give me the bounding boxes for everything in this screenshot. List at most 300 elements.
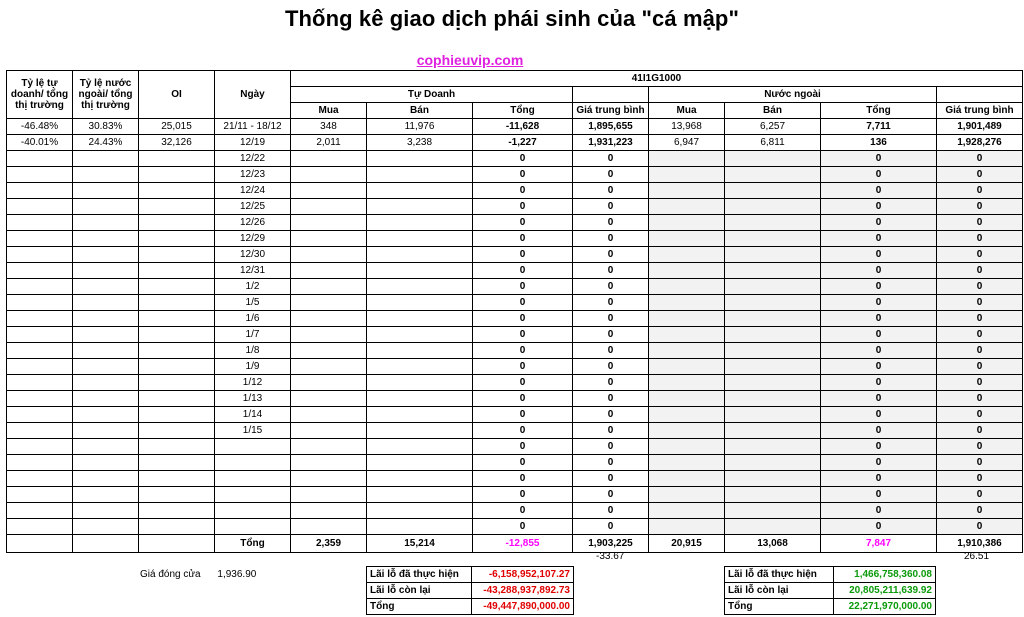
- cell-oi: [139, 279, 215, 295]
- cell-nn-mua: 13,968: [649, 119, 725, 135]
- cell-nn-mua: [649, 439, 725, 455]
- cell-td-gia: 0: [573, 391, 649, 407]
- cell-r1: [7, 199, 73, 215]
- pl-value: -6,158,952,107.27: [471, 567, 573, 583]
- cell-td-ban: 3,238: [367, 135, 473, 151]
- cell-td-ban: [367, 391, 473, 407]
- cell-td-tong: 0: [473, 183, 573, 199]
- cell-date: 12/25: [215, 199, 291, 215]
- cell-r1: [7, 375, 73, 391]
- cell-r2: [73, 231, 139, 247]
- cell-td-ban: [367, 263, 473, 279]
- cell-td-ban: [367, 247, 473, 263]
- cell-td-tong: 0: [473, 439, 573, 455]
- cell-date: 1/15: [215, 423, 291, 439]
- cell-td-ban: [367, 343, 473, 359]
- cell-nn-gia: 0: [937, 151, 1023, 167]
- total-label: Tổng: [215, 535, 291, 553]
- header-td-ban: Bán: [367, 103, 473, 119]
- cell-td-mua: [291, 231, 367, 247]
- cell-r1: -46.48%: [7, 119, 73, 135]
- cell-oi: [139, 455, 215, 471]
- pl-value: 22,271,970,000.00: [833, 599, 935, 615]
- cell-r2: [73, 215, 139, 231]
- cell-td-tong: 0: [473, 263, 573, 279]
- header-nn-tong: Tổng: [821, 103, 937, 119]
- table-row: [7, 503, 1023, 519]
- cell-r2: [73, 151, 139, 167]
- cell-nn-gia: 0: [937, 199, 1023, 215]
- pl-row: [725, 583, 936, 599]
- cell-td-gia: 1,895,655: [573, 119, 649, 135]
- cell-td-ban: [367, 199, 473, 215]
- table-row: [7, 135, 1023, 151]
- cell-oi: 32,126: [139, 135, 215, 151]
- cell-oi: [139, 215, 215, 231]
- cell-r2: [73, 407, 139, 423]
- pl-label: Lãi lỗ đã thực hiện: [725, 567, 834, 583]
- cell-oi: [139, 391, 215, 407]
- cell-oi: [139, 487, 215, 503]
- table-row: [7, 471, 1023, 487]
- total-nn-mua: 20,915: [649, 535, 725, 553]
- cell-oi: [139, 407, 215, 423]
- cell-td-mua: [291, 327, 367, 343]
- cell-nn-gia: 0: [937, 215, 1023, 231]
- cell-td-ban: [367, 279, 473, 295]
- cell-td-gia: 0: [573, 455, 649, 471]
- cell-nn-ban: [725, 295, 821, 311]
- cell-nn-gia: 0: [937, 455, 1023, 471]
- cell-td-ban: [367, 327, 473, 343]
- cell-nn-tong: 0: [821, 471, 937, 487]
- cell-nn-gia: 0: [937, 423, 1023, 439]
- cell-td-ban: [367, 407, 473, 423]
- table-row: [7, 343, 1023, 359]
- cell-r2: [73, 423, 139, 439]
- cell-nn-mua: [649, 215, 725, 231]
- cell-td-mua: [291, 311, 367, 327]
- header-tu-doanh: Tự Doanh: [291, 87, 573, 103]
- cell-td-gia: 0: [573, 375, 649, 391]
- total-nn-tong: 7,847: [821, 535, 937, 553]
- cell-nn-mua: [649, 407, 725, 423]
- header-nn-mua: Mua: [649, 103, 725, 119]
- cell-td-mua: [291, 487, 367, 503]
- cell-r1: [7, 519, 73, 535]
- cell-td-gia: 0: [573, 519, 649, 535]
- close-price: [140, 569, 256, 580]
- cell-td-ban: [367, 487, 473, 503]
- cell-td-ban: [367, 231, 473, 247]
- cell-td-mua: [291, 519, 367, 535]
- cell-nn-ban: 6,811: [725, 135, 821, 151]
- cell-nn-mua: [649, 231, 725, 247]
- table-row: [7, 231, 1023, 247]
- cell-td-gia: 0: [573, 359, 649, 375]
- derivatives-table: [6, 70, 1023, 553]
- site-link[interactable]: cophieuvip.com: [416, 52, 524, 68]
- cell-td-ban: [367, 503, 473, 519]
- cell-nn-mua: [649, 263, 725, 279]
- cell-td-ban: [367, 471, 473, 487]
- header-nuoc-ngoai: Nước ngoài: [649, 87, 937, 103]
- pl-label: Tổng: [367, 599, 472, 615]
- header-blank: [573, 87, 649, 103]
- cell-r1: -40.01%: [7, 135, 73, 151]
- pl-row: [725, 567, 936, 583]
- cell-nn-ban: [725, 359, 821, 375]
- cell-td-gia: 0: [573, 263, 649, 279]
- cell-oi: [139, 471, 215, 487]
- table-row: [7, 423, 1023, 439]
- cell-td-ban: [367, 423, 473, 439]
- cell-nn-gia: 0: [937, 263, 1023, 279]
- cell-nn-tong: 0: [821, 295, 937, 311]
- cell-oi: [139, 231, 215, 247]
- cell-td-tong: 0: [473, 167, 573, 183]
- cell-td-tong: 0: [473, 503, 573, 519]
- cell-r1: [7, 503, 73, 519]
- cell-nn-gia: 0: [937, 503, 1023, 519]
- total-blank: [73, 535, 139, 553]
- cell-td-gia: 0: [573, 199, 649, 215]
- cell-td-gia: 0: [573, 311, 649, 327]
- cell-nn-gia: 0: [937, 407, 1023, 423]
- cell-date: 12/23: [215, 167, 291, 183]
- cell-td-ban: [367, 167, 473, 183]
- cell-r2: [73, 471, 139, 487]
- cell-td-mua: [291, 167, 367, 183]
- header-ratio-td: Tỷ lệ tự doanh/ tổng thị trường: [7, 71, 73, 119]
- cell-nn-ban: [725, 279, 821, 295]
- table-row: [7, 295, 1023, 311]
- cell-nn-ban: [725, 407, 821, 423]
- total-row: [7, 535, 1023, 553]
- cell-nn-mua: [649, 423, 725, 439]
- cell-date: [215, 471, 291, 487]
- cell-r2: [73, 263, 139, 279]
- cell-td-tong: 0: [473, 407, 573, 423]
- table-row: [7, 375, 1023, 391]
- cell-oi: [139, 375, 215, 391]
- cell-r2: [73, 327, 139, 343]
- pl-row: [367, 599, 574, 615]
- cell-td-ban: [367, 183, 473, 199]
- pl-label: Lãi lỗ còn lại: [367, 583, 472, 599]
- cell-r1: [7, 439, 73, 455]
- cell-oi: [139, 311, 215, 327]
- cell-nn-gia: 0: [937, 327, 1023, 343]
- cell-td-gia: 0: [573, 327, 649, 343]
- cell-td-gia: 1,931,223: [573, 135, 649, 151]
- table-row: [7, 439, 1023, 455]
- cell-td-tong: 0: [473, 231, 573, 247]
- cell-td-gia: 0: [573, 503, 649, 519]
- total-nn-ban: 13,068: [725, 535, 821, 553]
- cell-td-gia: 0: [573, 183, 649, 199]
- cell-r2: [73, 391, 139, 407]
- total-td-gia: 1,903,225: [573, 535, 649, 553]
- cell-td-gia: 0: [573, 407, 649, 423]
- cell-nn-mua: [649, 391, 725, 407]
- total-td-mua: 2,359: [291, 535, 367, 553]
- cell-r1: [7, 487, 73, 503]
- cell-date: 1/2: [215, 279, 291, 295]
- nn-diff: 26.51: [964, 551, 990, 562]
- table-row: [7, 215, 1023, 231]
- cell-td-mua: [291, 199, 367, 215]
- cell-nn-mua: [649, 487, 725, 503]
- cell-date: 1/7: [215, 327, 291, 343]
- cell-r1: [7, 311, 73, 327]
- cell-date: [215, 519, 291, 535]
- cell-nn-ban: [725, 455, 821, 471]
- cell-nn-mua: [649, 471, 725, 487]
- pl-row: [367, 583, 574, 599]
- cell-td-tong: 0: [473, 391, 573, 407]
- cell-td-tong: 0: [473, 151, 573, 167]
- total-blank: [7, 535, 73, 553]
- cell-oi: [139, 167, 215, 183]
- cell-r1: [7, 263, 73, 279]
- cell-r1: [7, 327, 73, 343]
- total-blank: [139, 535, 215, 553]
- close-price-value: 1,936.90: [217, 569, 257, 580]
- cell-nn-ban: [725, 151, 821, 167]
- cell-td-tong: 0: [473, 295, 573, 311]
- cell-td-mua: [291, 215, 367, 231]
- cell-td-mua: [291, 503, 367, 519]
- cell-r2: [73, 455, 139, 471]
- cell-date: 12/22: [215, 151, 291, 167]
- cell-td-ban: [367, 151, 473, 167]
- cell-nn-tong: 0: [821, 327, 937, 343]
- cell-r2: [73, 359, 139, 375]
- cell-nn-ban: [725, 247, 821, 263]
- cell-r2: [73, 183, 139, 199]
- cell-td-gia: 0: [573, 487, 649, 503]
- cell-nn-gia: 0: [937, 231, 1023, 247]
- cell-nn-mua: [649, 183, 725, 199]
- cell-nn-gia: 0: [937, 519, 1023, 535]
- header-td-gia: Giá trung bình: [573, 103, 649, 119]
- cell-nn-mua: [649, 311, 725, 327]
- table-row: [7, 359, 1023, 375]
- cell-td-mua: [291, 263, 367, 279]
- cell-oi: [139, 183, 215, 199]
- cell-date: 12/29: [215, 231, 291, 247]
- cell-td-tong: 0: [473, 215, 573, 231]
- pl-label: Lãi lỗ đã thực hiện: [367, 567, 472, 583]
- cell-oi: [139, 423, 215, 439]
- cell-td-mua: [291, 279, 367, 295]
- table-row: [7, 199, 1023, 215]
- pl-row: [367, 567, 574, 583]
- table-row: [7, 263, 1023, 279]
- cell-date: [215, 487, 291, 503]
- cell-nn-mua: 6,947: [649, 135, 725, 151]
- cell-td-mua: 2,011: [291, 135, 367, 151]
- cell-date: 21/11 - 18/12: [215, 119, 291, 135]
- table-row: [7, 151, 1023, 167]
- cell-nn-ban: [725, 343, 821, 359]
- cell-td-tong: 0: [473, 375, 573, 391]
- cell-r2: [73, 311, 139, 327]
- cell-td-ban: [367, 455, 473, 471]
- cell-r1: [7, 215, 73, 231]
- cell-td-ban: [367, 295, 473, 311]
- cell-r2: [73, 503, 139, 519]
- cell-r2: [73, 439, 139, 455]
- cell-nn-gia: 0: [937, 311, 1023, 327]
- cell-td-mua: [291, 471, 367, 487]
- cell-date: [215, 455, 291, 471]
- cell-nn-ban: [725, 439, 821, 455]
- cell-td-tong: 0: [473, 487, 573, 503]
- cell-td-tong: -11,628: [473, 119, 573, 135]
- cell-r1: [7, 455, 73, 471]
- cell-oi: [139, 199, 215, 215]
- cell-td-ban: [367, 215, 473, 231]
- cell-nn-tong: 0: [821, 247, 937, 263]
- cell-td-mua: [291, 391, 367, 407]
- cell-nn-tong: 0: [821, 375, 937, 391]
- td-diff: -33.67: [596, 551, 625, 562]
- cell-oi: [139, 263, 215, 279]
- cell-nn-tong: 0: [821, 311, 937, 327]
- cell-td-mua: [291, 359, 367, 375]
- cell-td-tong: 0: [473, 327, 573, 343]
- cell-date: 12/30: [215, 247, 291, 263]
- cell-td-gia: 0: [573, 471, 649, 487]
- cell-td-ban: [367, 375, 473, 391]
- cell-nn-gia: 0: [937, 343, 1023, 359]
- cell-td-tong: 0: [473, 359, 573, 375]
- cell-nn-tong: 0: [821, 199, 937, 215]
- cell-td-gia: 0: [573, 423, 649, 439]
- cell-td-mua: [291, 343, 367, 359]
- cell-date: 1/9: [215, 359, 291, 375]
- cell-r2: [73, 167, 139, 183]
- cell-r2: [73, 519, 139, 535]
- cell-date: [215, 503, 291, 519]
- pl-table-tu-doanh: [366, 566, 574, 615]
- cell-td-mua: [291, 295, 367, 311]
- cell-nn-tong: 0: [821, 487, 937, 503]
- page-title: Thống kê giao dịch phái sinh của "cá mập": [284, 6, 740, 31]
- cell-r2: 24.43%: [73, 135, 139, 151]
- cell-nn-ban: [725, 263, 821, 279]
- cell-r2: [73, 343, 139, 359]
- cell-nn-gia: 0: [937, 375, 1023, 391]
- cell-r1: [7, 231, 73, 247]
- cell-nn-tong: 136: [821, 135, 937, 151]
- cell-td-tong: 0: [473, 343, 573, 359]
- header-blank: [937, 87, 1023, 103]
- cell-r2: [73, 279, 139, 295]
- cell-nn-gia: 0: [937, 471, 1023, 487]
- cell-nn-mua: [649, 519, 725, 535]
- cell-nn-gia: 1,928,276: [937, 135, 1023, 151]
- pl-table-nuoc-ngoai: [724, 566, 936, 615]
- cell-nn-mua: [649, 327, 725, 343]
- cell-nn-tong: 7,711: [821, 119, 937, 135]
- cell-nn-tong: 0: [821, 167, 937, 183]
- cell-nn-ban: [725, 471, 821, 487]
- cell-td-mua: [291, 439, 367, 455]
- table-row: [7, 183, 1023, 199]
- cell-r1: [7, 167, 73, 183]
- cell-oi: [139, 359, 215, 375]
- cell-nn-ban: [725, 519, 821, 535]
- cell-nn-gia: 0: [937, 167, 1023, 183]
- pl-value: 1,466,758,360.08: [833, 567, 935, 583]
- cell-td-mua: [291, 247, 367, 263]
- cell-date: 1/8: [215, 343, 291, 359]
- cell-nn-gia: 1,901,489: [937, 119, 1023, 135]
- pl-row: [725, 599, 936, 615]
- cell-nn-ban: [725, 487, 821, 503]
- cell-oi: [139, 503, 215, 519]
- cell-nn-gia: 0: [937, 391, 1023, 407]
- cell-r1: [7, 391, 73, 407]
- cell-date: 1/13: [215, 391, 291, 407]
- pl-value: -43,288,937,892.73: [471, 583, 573, 599]
- cell-date: 12/19: [215, 135, 291, 151]
- cell-r1: [7, 151, 73, 167]
- cell-td-tong: 0: [473, 519, 573, 535]
- cell-nn-mua: [649, 455, 725, 471]
- cell-td-gia: 0: [573, 295, 649, 311]
- cell-r2: [73, 375, 139, 391]
- table-row: [7, 327, 1023, 343]
- cell-td-tong: 0: [473, 311, 573, 327]
- cell-nn-mua: [649, 199, 725, 215]
- cell-nn-ban: 6,257: [725, 119, 821, 135]
- cell-date: 12/31: [215, 263, 291, 279]
- cell-oi: [139, 439, 215, 455]
- cell-nn-gia: 0: [937, 487, 1023, 503]
- cell-td-tong: 0: [473, 199, 573, 215]
- cell-date: 1/6: [215, 311, 291, 327]
- cell-nn-mua: [649, 167, 725, 183]
- cell-r1: [7, 247, 73, 263]
- cell-nn-tong: 0: [821, 423, 937, 439]
- cell-nn-tong: 0: [821, 151, 937, 167]
- cell-nn-ban: [725, 167, 821, 183]
- cell-nn-mua: [649, 295, 725, 311]
- cell-nn-tong: 0: [821, 183, 937, 199]
- cell-td-mua: [291, 183, 367, 199]
- cell-nn-ban: [725, 231, 821, 247]
- cell-nn-ban: [725, 311, 821, 327]
- cell-oi: [139, 247, 215, 263]
- header-nn-ban: Bán: [725, 103, 821, 119]
- cell-nn-ban: [725, 391, 821, 407]
- table-row: [7, 487, 1023, 503]
- cell-nn-mua: [649, 343, 725, 359]
- cell-nn-ban: [725, 215, 821, 231]
- cell-nn-ban: [725, 183, 821, 199]
- cell-td-ban: [367, 519, 473, 535]
- cell-nn-tong: 0: [821, 279, 937, 295]
- cell-r1: [7, 295, 73, 311]
- cell-r1: [7, 423, 73, 439]
- pl-value: -49,447,890,000.00: [471, 599, 573, 615]
- cell-td-tong: 0: [473, 279, 573, 295]
- cell-nn-mua: [649, 503, 725, 519]
